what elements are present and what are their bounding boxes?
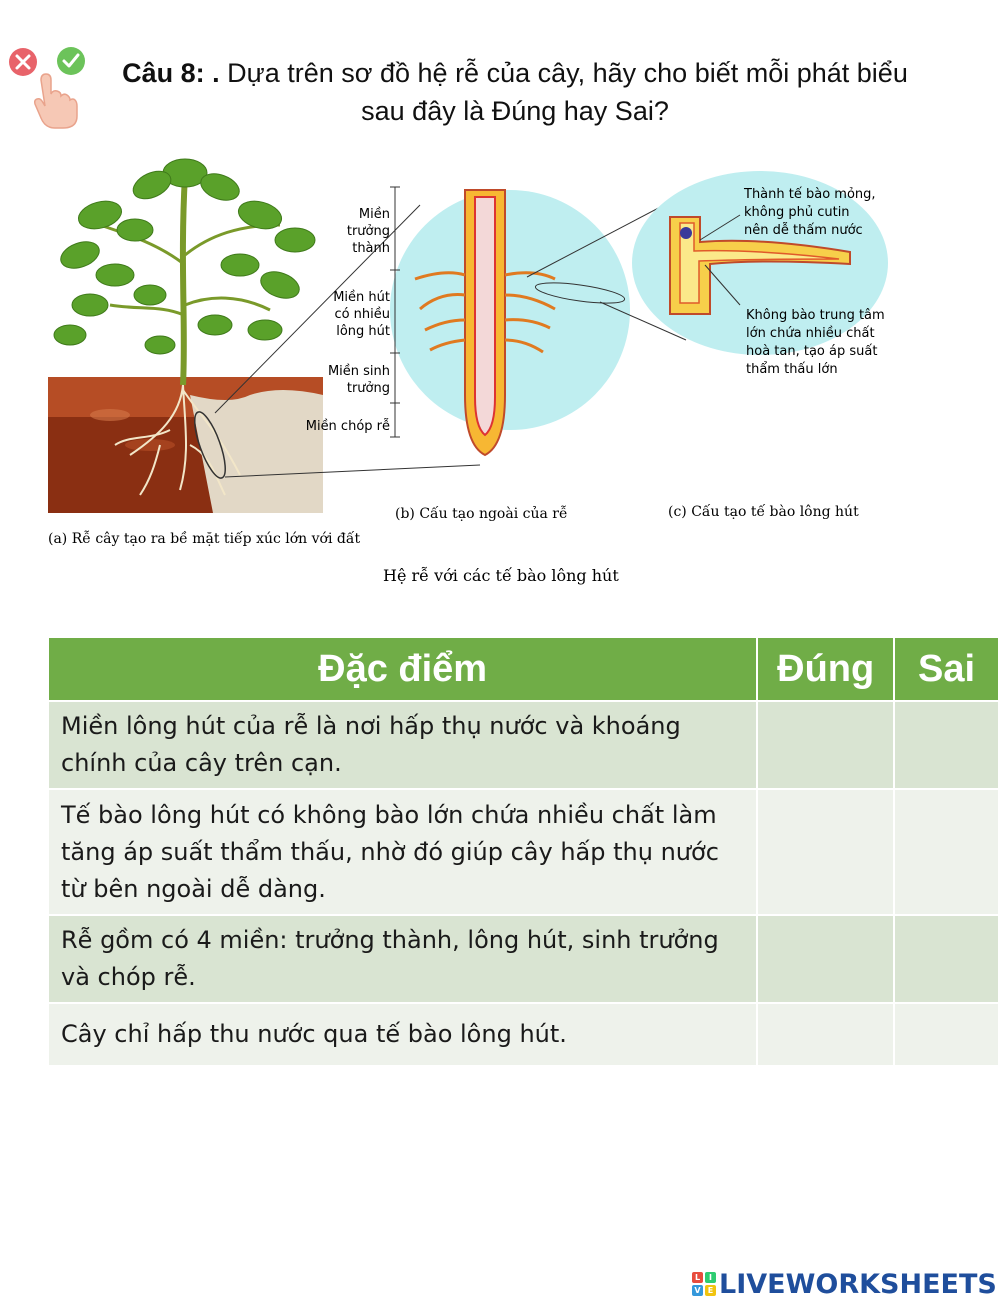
statement-cell: Tế bào lông hút có không bào lớn chứa nhiều chất làm tăng áp suất thẩm thấu, nhờ đó giúp cây hấp thụ nước từ bên ngoài dễ dàng. bbox=[48, 789, 757, 915]
root-system-figure bbox=[40, 145, 960, 590]
zone-label: thành bbox=[352, 241, 390, 256]
root-structure-diagram bbox=[306, 187, 686, 455]
cell-note: lớn chứa nhiều chất bbox=[746, 326, 875, 341]
question-text: Dựa trên sơ đồ hệ rễ của cây, hãy cho biết mỗi phát biểu sau đây là Đúng hay Sai? bbox=[219, 58, 908, 126]
answer-false-cell[interactable] bbox=[894, 1003, 999, 1066]
zone-label: lông hút bbox=[336, 324, 390, 339]
zone-label: Miền sinh bbox=[327, 364, 390, 379]
statement-cell: Cây chỉ hấp thu nước qua tế bào lông hút. bbox=[48, 1003, 757, 1066]
zone-label: Miền hút bbox=[333, 290, 390, 305]
caption-main: Hệ rễ với các tế bào lông hút bbox=[383, 566, 619, 585]
header-feature: Đặc điểm bbox=[48, 637, 757, 701]
answer-true-cell[interactable] bbox=[757, 915, 894, 1003]
liveworksheets-logo bbox=[692, 1266, 997, 1302]
logo-mark-icon: L I V E bbox=[692, 1272, 716, 1296]
table-row bbox=[48, 1003, 999, 1066]
close-x-icon bbox=[9, 48, 37, 76]
logo-text: LIVEWORKSHEETS bbox=[719, 1268, 997, 1300]
check-icon bbox=[57, 47, 85, 75]
zone-label: có nhiều bbox=[334, 307, 390, 322]
answer-false-cell[interactable] bbox=[894, 789, 999, 915]
caption-c: (c) Cấu tạo tế bào lông hút bbox=[668, 504, 859, 520]
cell-note: không phủ cutin bbox=[744, 205, 850, 220]
cell-note: nên dễ thấm nước bbox=[744, 223, 863, 238]
zone-label: Miền chóp rễ bbox=[305, 419, 390, 434]
table-row bbox=[48, 915, 999, 1003]
statement-cell: Rễ gồm có 4 miền: trưởng thành, lông hút, sinh trưởng và chóp rễ. bbox=[48, 915, 757, 1003]
pointing-hand-icon bbox=[35, 74, 77, 128]
cell-note: thẩm thấu lớn bbox=[746, 362, 838, 377]
zone-label: Miền bbox=[358, 207, 390, 222]
caption-b: (b) Cấu tạo ngoài của rễ bbox=[395, 506, 568, 522]
statement-cell: Miền lông hút của rễ là nơi hấp thụ nước và khoáng chính của cây trên cạn. bbox=[48, 701, 757, 789]
answer-true-cell[interactable] bbox=[757, 701, 894, 789]
zone-label: trưởng bbox=[346, 381, 390, 396]
root-diagram bbox=[40, 145, 960, 590]
header-false: Sai bbox=[894, 637, 999, 701]
true-false-table bbox=[47, 636, 1000, 1067]
answer-false-cell[interactable] bbox=[894, 915, 999, 1003]
answer-true-cell[interactable] bbox=[757, 789, 894, 915]
table-row bbox=[48, 701, 999, 789]
caption-a: (a) Rễ cây tạo ra bề mặt tiếp xúc lớn với đất bbox=[48, 531, 361, 547]
question-heading bbox=[120, 54, 910, 130]
true-false-icon bbox=[6, 44, 92, 130]
cell-note: hoà tan, tạo áp suất bbox=[746, 344, 878, 359]
question-number: Câu 8: . bbox=[122, 58, 220, 88]
cell-note: Thành tế bào mỏng, bbox=[744, 187, 876, 202]
cell-note: Không bào trung tâm bbox=[746, 308, 885, 323]
answer-true-cell[interactable] bbox=[757, 1003, 894, 1066]
answer-false-cell[interactable] bbox=[894, 701, 999, 789]
table-row bbox=[48, 789, 999, 915]
zone-label: trưởng bbox=[346, 224, 390, 239]
header-true: Đúng bbox=[757, 637, 894, 701]
root-hair-cell-diagram bbox=[632, 171, 888, 377]
